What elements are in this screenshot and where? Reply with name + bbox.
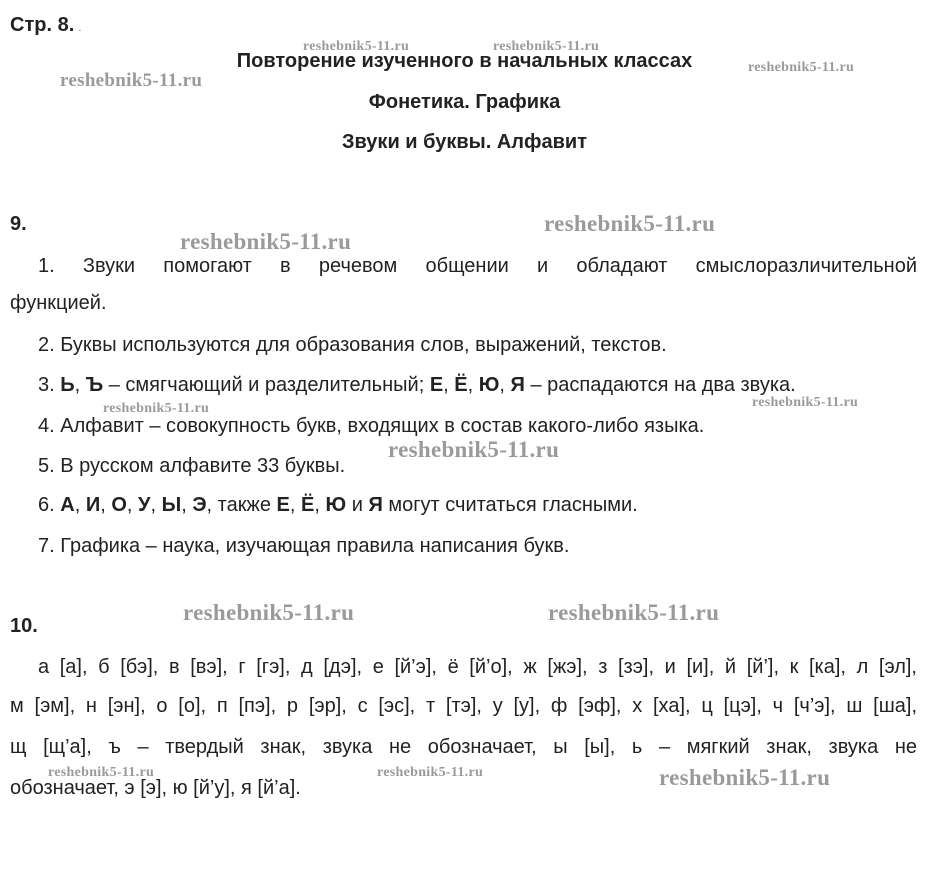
task-10-line-3: щ [щ’а], ъ – твердый знак, звука не обозначает, ы [ы], ь – мягкий знак, звука не <box>10 736 917 758</box>
separator: , <box>499 374 511 396</box>
letter-soft-sign: Ь <box>60 374 75 396</box>
letter-yo: Ё <box>454 374 468 396</box>
task-10-line-2: м [эм], н [эн], о [о], п [пэ], р [эр], с [эс], т [тэ], у [у], ф [эф], х [ха], ц [цэ], ч [ч’э], ш [ша], <box>10 695 917 717</box>
letter-hard-sign: Ъ <box>85 374 104 396</box>
item-3-number: 3. <box>38 374 61 396</box>
page-label-mark: . <box>78 20 82 34</box>
vowel-ye: Е <box>276 494 290 516</box>
watermark: reshebnik5-11.ru <box>183 600 355 625</box>
vowel-o: О <box>111 494 127 516</box>
letter-e: Е <box>429 374 444 396</box>
section-title: Повторение изученного в начальных классах <box>236 50 693 72</box>
item-6-text-1: , также <box>206 494 277 516</box>
task-9-item-1-line-2: функцией. <box>10 292 107 314</box>
watermark: reshebnik5-11.ru <box>748 60 855 75</box>
task-9-item-2: 2. Буквы используются для образования слов, выражений, текстов. <box>38 334 667 356</box>
item-6-text-2: и <box>346 494 369 516</box>
task-10-number: 10. <box>10 615 38 637</box>
letter-ya: Я <box>510 374 525 396</box>
vowel-a: А <box>60 494 75 516</box>
separator: , <box>467 374 479 396</box>
watermark: reshebnik5-11.ru <box>752 395 859 410</box>
watermark: reshebnik5-11.ru <box>48 765 155 780</box>
task-9-item-1-line-1: 1. Звуки помогают в речевом общении и обладают смыслоразличительной <box>38 255 917 277</box>
watermark: reshebnik5-11.ru <box>493 39 600 54</box>
watermark: reshebnik5-11.ru <box>60 70 203 91</box>
task-10-line-4: обозначает, э [э], ю [й’у], я [й’а]. <box>10 777 301 799</box>
watermark: reshebnik5-11.ru <box>103 401 210 416</box>
separator: , <box>181 494 193 516</box>
task-9-item-6 <box>38 493 638 517</box>
watermark: reshebnik5-11.ru <box>180 229 352 254</box>
watermark: reshebnik5-11.ru <box>548 600 720 625</box>
item-6-text-3: могут считаться гласными. <box>382 494 638 516</box>
task-9-item-7: 7. Графика – наука, изучающая правила написания букв. <box>38 535 570 557</box>
task-9-item-4: 4. Алфавит – совокупность букв, входящих в состав какого-либо языка. <box>38 415 705 437</box>
item-3-text-1: – смягчающий и разделительный; <box>103 374 430 396</box>
vowel-y: Ы <box>161 494 182 516</box>
page-label-text: Стр. 8. <box>10 14 75 36</box>
separator: , <box>314 494 326 516</box>
task-9-item-5: 5. В русском алфавите 33 буквы. <box>38 455 346 477</box>
watermark: reshebnik5-11.ru <box>388 437 560 462</box>
watermark: reshebnik5-11.ru <box>303 39 410 54</box>
vowel-yo: Ё <box>301 494 315 516</box>
separator: , <box>100 494 112 516</box>
separator: , <box>443 374 455 396</box>
separator: , <box>289 494 301 516</box>
letter-yu: Ю <box>478 374 500 396</box>
separator: , <box>74 494 86 516</box>
vowel-u: У <box>138 494 151 516</box>
task-9-item-3 <box>38 373 796 397</box>
vowel-e-reverse: Э <box>192 494 207 516</box>
item-6-number: 6. <box>38 494 61 516</box>
page-label <box>10 14 82 37</box>
separator: , <box>74 374 86 396</box>
separator: , <box>150 494 162 516</box>
task-9-number: 9. <box>10 213 27 235</box>
watermark: reshebnik5-11.ru <box>544 211 716 236</box>
task-10-line-1: а [а], б [бэ], в [вэ], г [гэ], д [дэ], е [й’э], ё [й’о], ж [жэ], з [зэ], и [и], й [й’], к [ка], л [эл], <box>38 656 917 678</box>
watermark: reshebnik5-11.ru <box>377 765 484 780</box>
vowel-ya: Я <box>368 494 383 516</box>
section-subtitle: Фонетика. Графика <box>368 91 561 113</box>
vowel-yu: Ю <box>325 494 347 516</box>
watermark: reshebnik5-11.ru <box>659 765 831 790</box>
item-3-text-2: – распадаются на два звука. <box>524 374 796 396</box>
topic-title: Звуки и буквы. Алфавит <box>341 131 588 153</box>
vowel-i: И <box>85 494 101 516</box>
separator: , <box>126 494 139 516</box>
